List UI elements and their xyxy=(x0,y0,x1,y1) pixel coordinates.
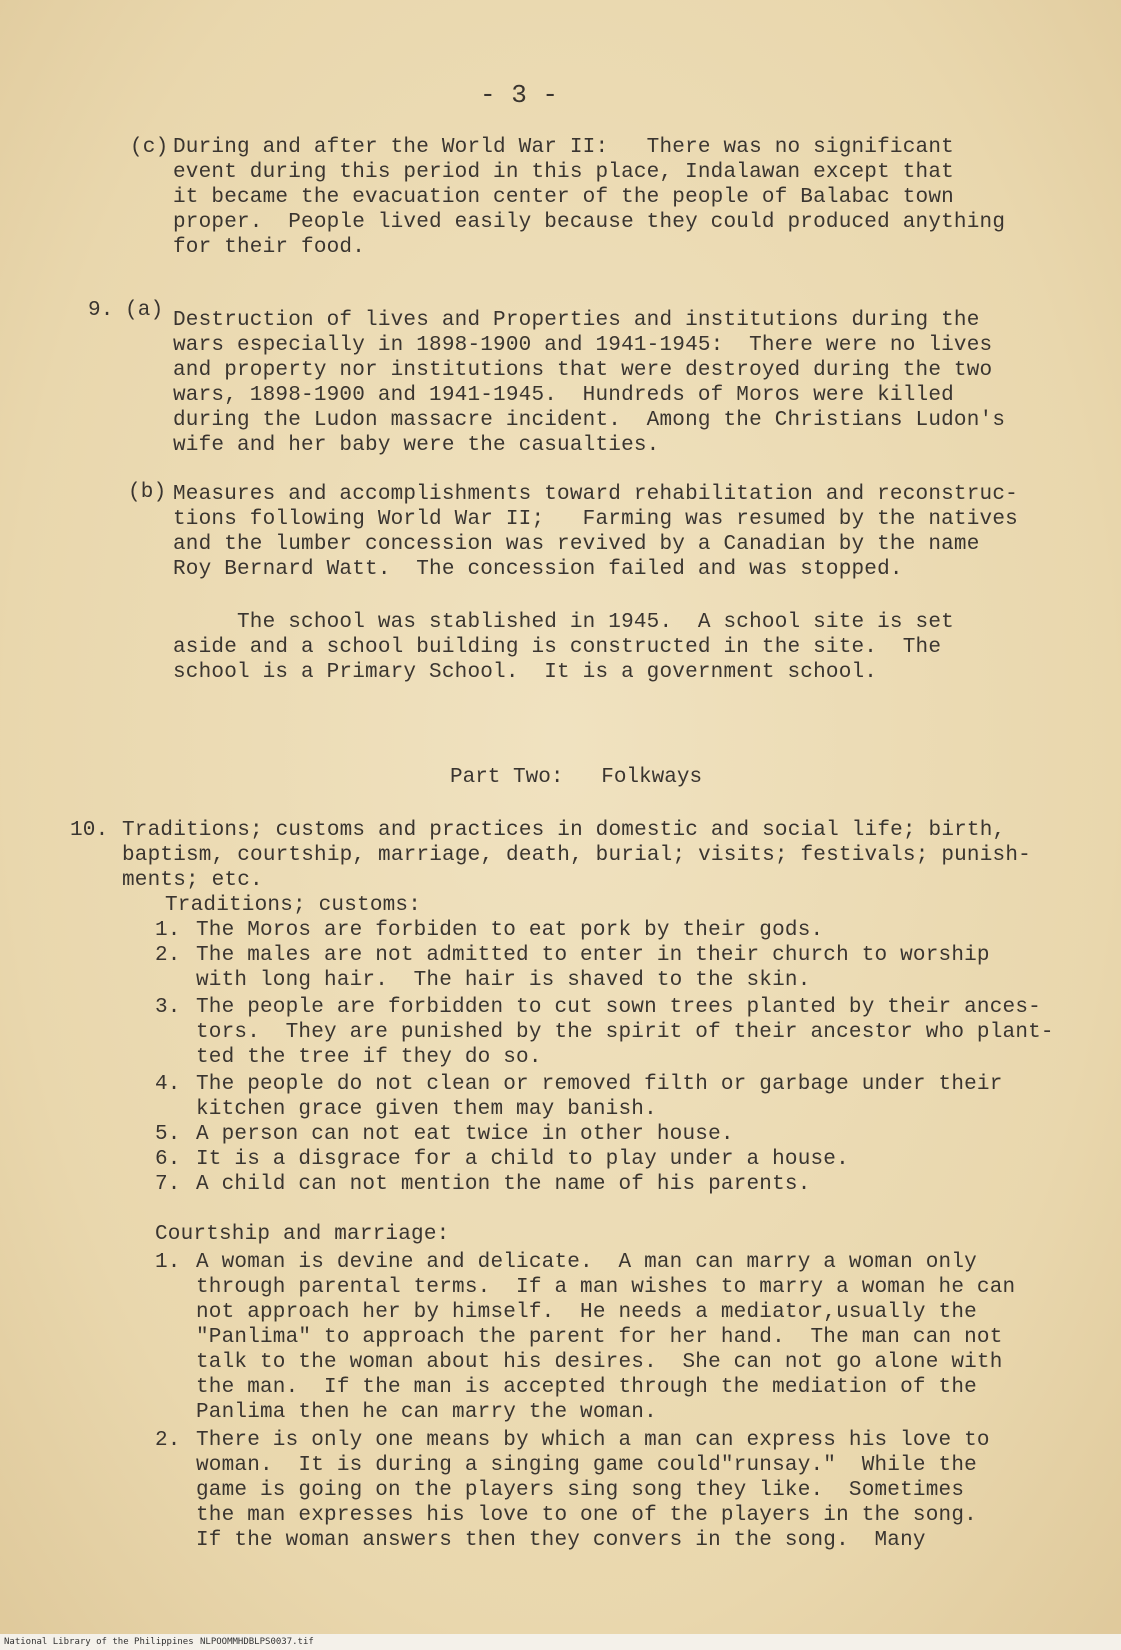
section-10-intro-line: baptism, courtship, marriage, death, burial; visits; festivals; punish- xyxy=(122,844,1031,867)
section-9b-line: Roy Bernard Watt. The concession failed and was stopped. xyxy=(173,558,903,581)
courtship-line: talk to the woman about his desires. She can not go alone with xyxy=(196,1351,1003,1374)
section-10-intro-line: Traditions; customs and practices in domestic and social life; birth, xyxy=(122,819,1006,842)
tradition-number: 7. xyxy=(155,1173,181,1196)
tradition-number: 6. xyxy=(155,1148,181,1171)
traditions-heading: Traditions; customs: xyxy=(165,894,422,917)
courtship-line: "Panlima" to approach the parent for her hand. The man can not xyxy=(196,1326,1003,1349)
item-number-9: 9. xyxy=(88,299,114,322)
courtship-line: through parental terms. If a man wishes to marry a woman he can xyxy=(196,1276,1016,1299)
scan-footer xyxy=(0,1634,1121,1650)
school-line: The school was stablished in 1945. A school site is set xyxy=(173,611,954,634)
tradition-number: 1. xyxy=(155,919,181,942)
section-9a-line: wife and her baby were the casualties. xyxy=(173,434,660,457)
section-c-line: for their food. xyxy=(173,236,366,259)
school-line: aside and a school building is constructed in the site. The xyxy=(173,636,942,659)
courtship-line: A woman is devine and delicate. A man can marry a woman only xyxy=(196,1251,977,1274)
section-9a-line: and property nor institutions that were destroyed during the two xyxy=(173,359,993,382)
courtship-line: Panlima then he can marry the woman. xyxy=(196,1401,657,1424)
tradition-line: A person can not eat twice in other house. xyxy=(196,1123,734,1146)
tradition-line: ted the tree if they do so. xyxy=(196,1046,542,1069)
courtship-number: 2. xyxy=(155,1429,181,1452)
tradition-line: The males are not admitted to enter in their church to worship xyxy=(196,944,990,967)
courtship-line: the man. If the man is accepted through the mediation of the xyxy=(196,1376,977,1399)
courtship-line: If the woman answers then they convers in the song. Many xyxy=(196,1529,926,1552)
section-9b-line: and the lumber concession was revived by a Canadian by the name xyxy=(173,533,980,556)
tradition-line: The Moros are forbiden to eat pork by their gods. xyxy=(196,919,824,942)
tradition-number: 5. xyxy=(155,1123,181,1146)
courtship-line: not approach her by himself. He needs a mediator,usually the xyxy=(196,1301,977,1324)
courtship-number: 1. xyxy=(155,1251,181,1274)
file-name: NLPOOMMHDBLPS0037.tif xyxy=(200,1637,314,1647)
courtship-heading: Courtship and marriage: xyxy=(155,1223,450,1246)
section-10-intro-line: ments; etc. xyxy=(122,869,263,892)
tradition-number: 3. xyxy=(155,996,181,1019)
section-9a-line: wars, 1898-1900 and 1941-1945. Hundreds of Moros were killed xyxy=(173,384,954,407)
tradition-line: It is a disgrace for a child to play under a house. xyxy=(196,1148,849,1171)
tradition-number: 2. xyxy=(155,944,181,967)
section-c-line: proper. People lived easily because they could produced anything xyxy=(173,211,1006,234)
page-number: - 3 - xyxy=(480,80,559,110)
section-9b-line: Measures and accomplishments toward rehabilitation and reconstruc- xyxy=(173,483,1018,506)
courtship-line: woman. It is during a singing game could"runsay." While the xyxy=(196,1454,977,1477)
section-c-line: it became the evacuation center of the people of Balabac town xyxy=(173,186,954,209)
courtship-line: the man expresses his love to one of the players in the song. xyxy=(196,1504,977,1527)
tradition-line: The people are forbidden to cut sown trees planted by their ances- xyxy=(196,996,1041,1019)
tradition-line: The people do not clean or removed filth or garbage under their xyxy=(196,1073,1003,1096)
section-9a-line: during the Ludon massacre incident. Among the Christians Ludon's xyxy=(173,409,1006,432)
section-9a-line: wars especially in 1898-1900 and 1941-1945: There were no lives xyxy=(173,334,993,357)
tradition-line: A child can not mention the name of his parents. xyxy=(196,1173,811,1196)
courtship-line: There is only one means by which a man can express his love to xyxy=(196,1429,990,1452)
tradition-line: with long hair. The hair is shaved to the skin. xyxy=(196,969,811,992)
section-9a-label: (a) xyxy=(125,299,164,322)
tradition-line: kitchen grace given them may banish. xyxy=(196,1098,657,1121)
courtship-line: game is going on the players sing song they like. Sometimes xyxy=(196,1479,965,1502)
item-number-10: 10. xyxy=(70,819,109,842)
section-9b-line: tions following World War II; Farming was resumed by the natives xyxy=(173,508,1018,531)
section-c-label: (c) xyxy=(130,136,169,159)
library-credit: National Library of the Philippines xyxy=(4,1637,194,1647)
section-9a-line: Destruction of lives and Properties and institutions during the xyxy=(173,309,980,332)
section-c-line: During and after the World War II: There was no significant xyxy=(173,136,954,159)
section-c-line: event during this period in this place, Indalawan except that xyxy=(173,161,954,184)
section-9b-label: (b) xyxy=(128,481,167,504)
school-line: school is a Primary School. It is a government school. xyxy=(173,661,878,684)
part-two-heading: Part Two: Folkways xyxy=(450,766,703,789)
tradition-line: tors. They are punished by the spirit of their ancestor who plant- xyxy=(196,1021,1054,1044)
tradition-number: 4. xyxy=(155,1073,181,1096)
